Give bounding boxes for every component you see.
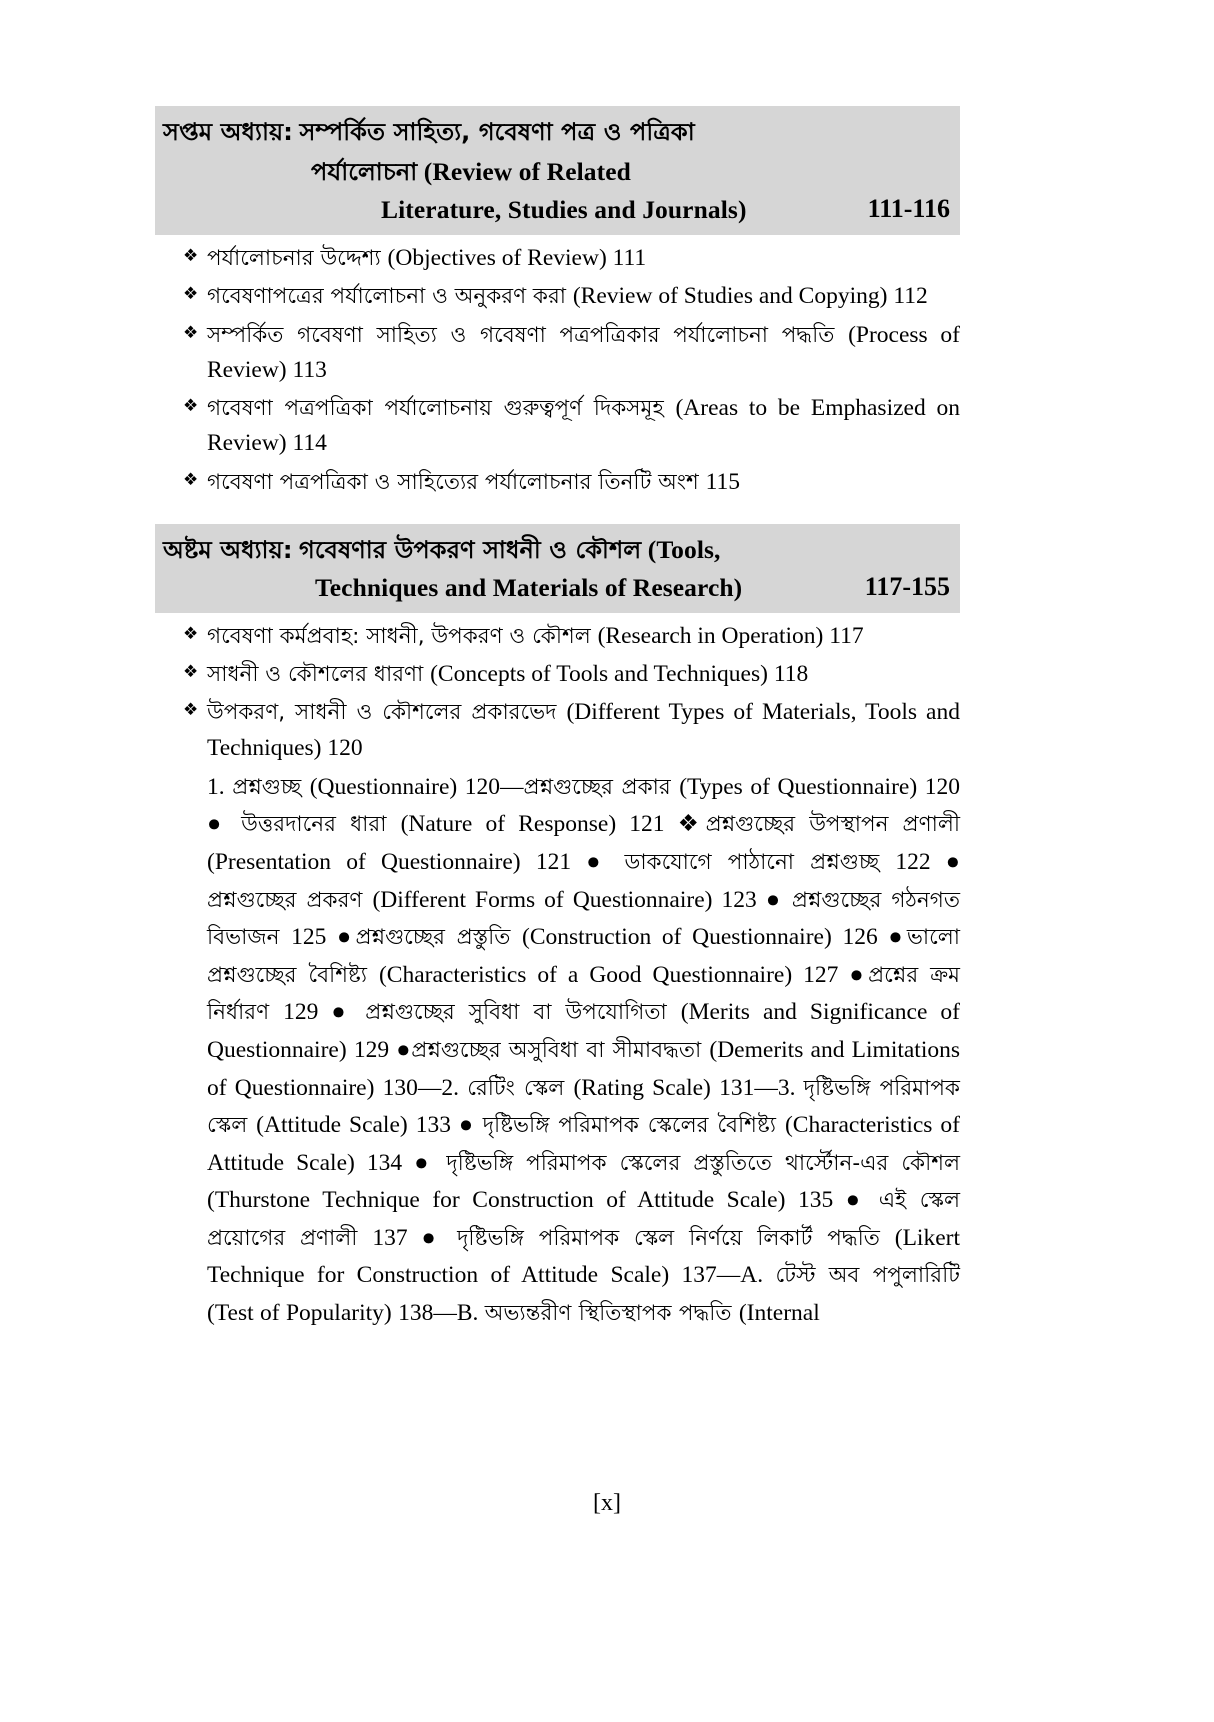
dense-segment-bn: অভ্যন্তরীণ স্থিতিস্থাপক পদ্ধতি [484,1301,739,1327]
dense-segment-bn: দৃষ্টিভঙ্গি পরিমাপক স্কেল [207,1075,960,1139]
entry-title-en: (Process of Review) 113 [207,321,960,383]
diamond-bullet-icon: ❖ [183,623,199,643]
entry-title-bn: পর্যালোচনার উদ্দেশ্য [207,246,388,271]
chapter-section-8 [155,524,960,1333]
diamond-bullet-icon: ❖ [183,469,199,489]
entry-title-en: (Areas to be Emphasized on Review) 114 [207,395,960,457]
entry-title-bn: সম্পর্কিত গবেষণা সাহিত্য ও গবেষণা পত্রপত্রিকার পর্যালোচনা পদ্ধতি [207,322,849,348]
dense-segment-bn: উত্তরদানের ধারা [241,812,401,838]
dense-segment-bn: দৃষ্টিভঙ্গি পরিমাপক স্কেল নির্ণয়ে লিকার্ট পদ্ধতি [457,1225,895,1251]
dense-segment-en: 137 ● [372,1224,458,1251]
chapter-7-title-line-3 [163,195,854,225]
dense-segment-bn: ডাকযোগে পাঠানো প্রশ্নগুচ্ছ [624,849,896,875]
list-item[interactable] [155,391,960,462]
diamond-bullet-icon: ❖ [183,322,199,342]
entry-title-en: (Research in Operation) 117 [597,622,864,649]
list-item[interactable] [155,465,960,500]
dense-segment-en: (Rating Scale) 131—3. [573,1074,804,1101]
entry-title-en: 115 [705,468,740,495]
list-item[interactable] [155,241,960,276]
dense-segment-en: (Internal [738,1300,820,1327]
dense-segment-en: (Nature of Response) 121 ❖ [400,811,706,838]
dense-segment-bn: টেস্ট অব পপুলারিটি [775,1263,960,1289]
dense-segment-en: (Test of Popularity) 138—B. [207,1300,485,1327]
dense-segment-en: (Presentation of Questionnaire) 121 ● [207,848,625,875]
dense-segment-en: (Characteristics of Attitude Scale) 134 ● [207,1112,960,1176]
entry-title-bn: সাধনী ও কৌশলের ধারণা [207,662,431,687]
dense-segment-bn: প্রশ্নগুচ্ছের উপস্থাপন প্রণালী [705,812,961,838]
dense-segment-en: (Merits and Significance of Questionnaire) 129 ● [207,999,960,1063]
list-item[interactable] [155,279,960,314]
dense-segment-en: (Questionnaire) 120— [309,773,524,800]
dense-segment-en: (Characteristics of a Good Questionnaire) 127 ● [378,961,869,988]
chapter-8-title-en-2: Techniques and Materials of Research) [315,572,743,602]
diamond-bullet-icon: ❖ [183,396,199,415]
list-item[interactable] [155,695,960,766]
chapter-heading-8 [155,524,960,613]
dense-segment-en: (Likert Technique for Construction of Attitude Scale) 137—A. [207,1224,960,1289]
chapter-7-page-range: 111-116 [867,194,950,223]
list-item[interactable] [155,657,960,692]
dense-segment-en: (Demerits and Limitations of Questionnaire) 130—2. [207,1036,961,1101]
entry-title-en: (Concepts of Tools and Techniques) 118 [430,661,809,687]
dense-segment-bn: রেটিং স্কেল [467,1075,574,1101]
entry-title-en: (Review of Studies and Copying) 112 [572,283,928,310]
chapter-7-title-en-2: Literature, Studies and Journals) [381,195,747,224]
chapter-8-subentries-paragraph [207,769,960,1333]
diamond-bullet-icon: ❖ [183,662,199,681]
dense-segment-bn: প্রশ্নগুচ্ছের প্রকরণ [207,887,373,913]
chapter-8-title-bn: গবেষণার উপকরণ সাধনী ও কৌশল [299,535,642,564]
dense-segment-bn: প্রশ্নগুচ্ছের প্রকার [523,774,680,800]
dense-segment-en: (Different Forms of Questionnaire) 123 ● [372,886,792,913]
dense-segment-bn: প্রশ্নগুচ্ছ [232,774,310,800]
dense-segment-en: 1. [207,773,233,800]
entry-title-bn: গবেষণা পত্রপত্রিকা ও সাহিত্যের পর্যালোচনার তিনটি অংশ [207,469,706,495]
chapter-heading-7 [155,106,960,235]
dense-segment-bn: দৃষ্টিভঙ্গি পরিমাপক স্কেলের বৈশিষ্ট্য [482,1113,785,1139]
dense-segment-bn: প্রশ্নগুচ্ছের সুবিধা বা উপযোগিতা [365,1000,681,1026]
chapter-7-entry-list [155,241,960,500]
chapter-8-title-en-1: (Tools, [647,534,721,564]
chapter-7-label: সপ্তম অধ্যায়: [163,118,293,146]
dense-segment-en: 125 ● [291,924,356,951]
dense-segment-en: (Types of Questionnaire) 120 ● [207,773,960,838]
chapter-7-title-bn: সম্পর্কিত সাহিত্য, গবেষণা পত্র ও পত্রিকা [299,118,695,146]
dense-segment-bn: এই স্কেল প্রয়োগের প্রণালী [207,1188,960,1251]
chapter-8-title-line-2 [163,573,851,603]
chapter-8-page-range: 117-155 [864,571,950,601]
entry-title-en: (Objectives of Review) 111 [387,245,647,271]
diamond-bullet-icon: ❖ [183,700,199,720]
chapter-section-7 [155,106,960,500]
dense-segment-bn: প্রশ্নের ক্রম নির্ধারণ [207,962,960,1026]
entry-title-bn: গবেষণা কর্মপ্রবাহ: সাধনী, উপকরণ ও কৌশল [207,623,598,649]
diamond-bullet-icon: ❖ [183,246,199,265]
dense-segment-bn: প্রশ্নগুচ্ছের প্রস্তুতি [355,925,522,951]
dense-segment-bn: দৃষ্টিভঙ্গি পরিমাপক স্কেলের প্রস্তুতিতে থার্স্টোন-এর কৌশল [446,1150,960,1176]
entry-title-bn: গবেষণাপত্রের পর্যালোচনা ও অনুকরণ করা [207,284,573,310]
dense-segment-en: 122 ● [895,848,960,875]
chapter-7-title-line-2 [163,154,950,194]
dense-segment-bn: প্রশ্নগুচ্ছের অসুবিধা বা সীমাবদ্ধতা [411,1037,710,1063]
chapter-8-label: অষ্টম অধ্যায়: [163,535,293,564]
chapter-7-title-en-1: (Review of Related [423,157,631,186]
chapter-8-entry-list [155,619,960,766]
list-item[interactable] [155,619,960,654]
diamond-bullet-icon: ❖ [183,284,199,304]
dense-segment-en: 129 ● [283,999,366,1026]
dense-segment-bn: ভালো প্রশ্নগুচ্ছের বৈশিষ্ট্য [207,925,961,988]
chapter-8-title-line-1 [163,532,950,572]
chapter-7-title-bn-2: পর্যালোচনা [311,158,418,186]
entry-title-bn: গবেষণা পত্রপত্রিকা পর্যালোচনায় গুরুত্বপূর্ণ দিকসমূহ [207,396,676,421]
dense-segment-bn: প্রশ্নগুচ্ছের গঠনগত বিভাজন [207,887,960,951]
entry-title-bn: উপকরণ, সাধনী ও কৌশলের প্রকারভেদ [207,700,567,726]
toc-content [155,106,960,1333]
chapter-7-title-line-1 [163,114,950,154]
dense-segment-en: (Thurstone Technique for Construction of Attitude Scale) 135 ● [207,1187,879,1214]
dense-segment-en: (Construction of Questionnaire) 126 ● [522,924,907,951]
list-item[interactable] [155,318,960,389]
page-folio: [x] [593,1490,621,1516]
dense-segment-en: (Attitude Scale) 133 ● [256,1112,483,1139]
entry-title-en: (Different Types of Materials, Tools and Techniques) 120 [207,699,960,761]
